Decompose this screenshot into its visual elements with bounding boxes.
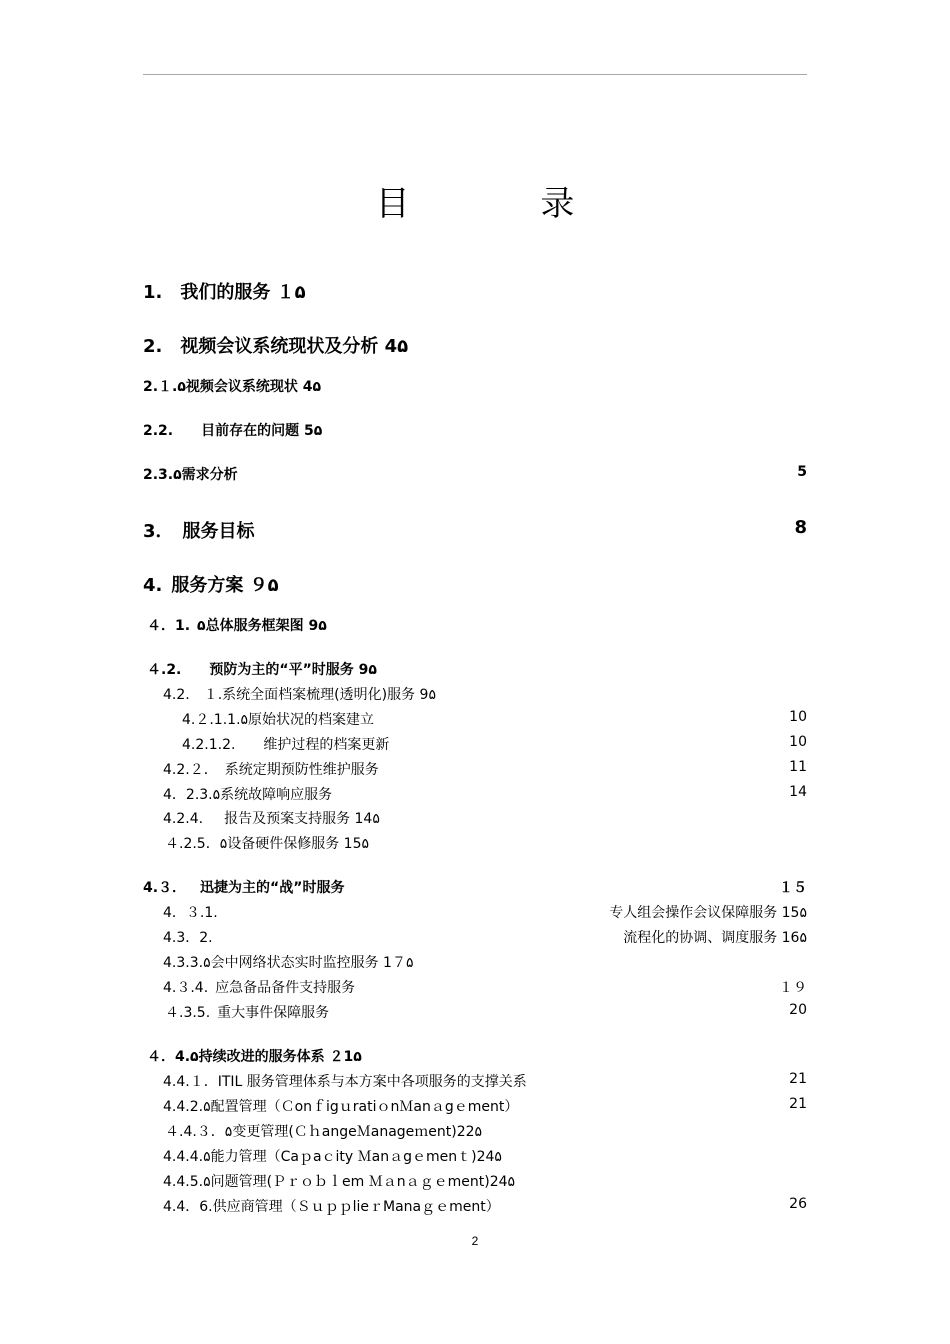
page-number: 2 [471,1234,479,1248]
header-rule [143,74,807,75]
toc-title: 目 录 [375,184,635,224]
